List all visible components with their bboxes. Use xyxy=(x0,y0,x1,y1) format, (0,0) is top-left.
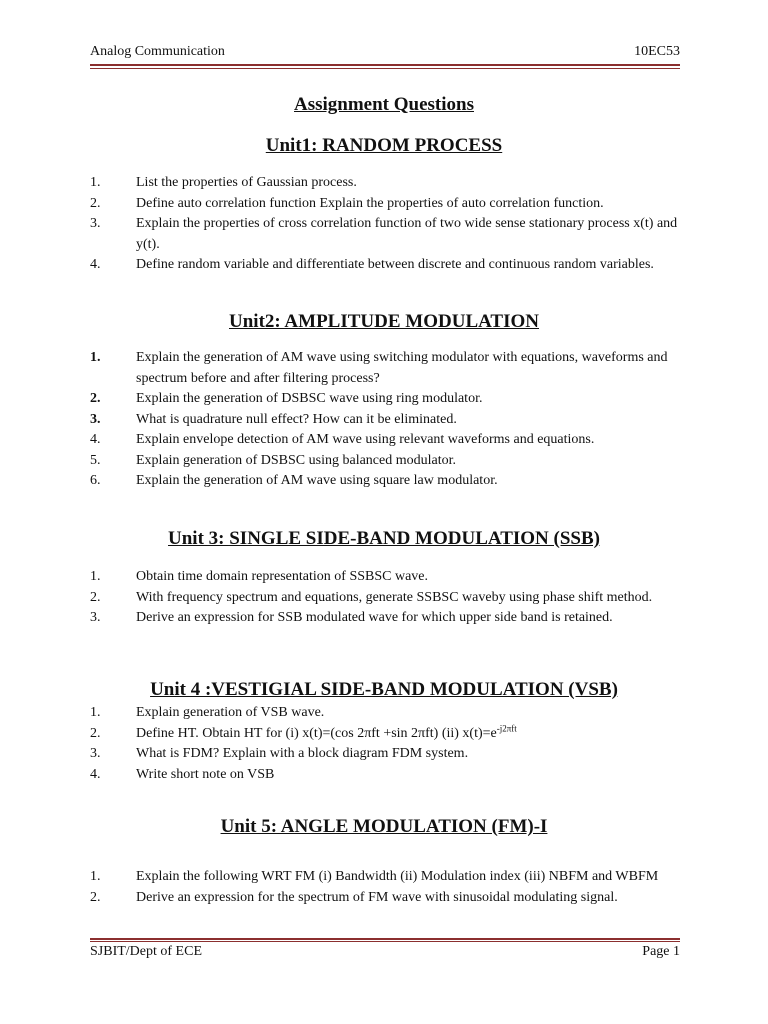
list-item: 3. What is FDM? Explain with a block diagram FDM system. xyxy=(90,746,469,761)
unit-4-questions xyxy=(90,703,680,785)
header-course: Analog Communication xyxy=(90,44,225,59)
unit-3-questions xyxy=(90,567,680,629)
unit-3-title: Unit 3: SINGLE SIDE-BAND MODULATION (SSB) xyxy=(168,528,600,549)
footer-rule xyxy=(90,938,680,940)
list-item: 4. Explain envelope detection of AM wave using relevant waveforms and equations. xyxy=(90,432,595,447)
footer-rule-thin xyxy=(90,941,680,942)
list-item: 1. Explain generation of VSB wave. xyxy=(90,705,325,720)
list-item: 4. Write short note on VSB xyxy=(90,766,275,782)
footer-dept: SJBIT/Dept of ECE xyxy=(90,944,202,959)
list-item: 2. With frequency spectrum and equations, generate SSBSC waveby using phase shift method. xyxy=(90,589,653,605)
list-item: 5. Explain generation of DSBSC using balanced modulator. xyxy=(90,452,457,468)
unit-2-title: Unit2: AMPLITUDE MODULATION xyxy=(229,311,539,332)
list-item: 2. Derive an expression for the spectrum of FM wave with sinusoidal modulating signal. xyxy=(90,889,618,905)
page-title: Assignment Questions xyxy=(294,94,474,115)
unit-1-questions xyxy=(90,173,680,276)
page-header xyxy=(90,44,680,60)
list-item: 1. Explain the generation of AM wave using switching modulator with equations, waveforms and spectrum before and after filtering process? xyxy=(90,350,668,386)
list-item: 2. Define auto correlation function Explain the properties of auto correlation function. xyxy=(90,195,604,211)
list-item: 1. Obtain time domain representation of SSBSC wave. xyxy=(90,569,429,584)
exponent: -j2πft xyxy=(496,722,517,733)
page-number: Page 1 xyxy=(642,944,680,959)
list-item: 2. Define HT. Obtain HT for (i) x(t)=(cos 2πft +sin 2πft) (ii) $x(t)=e^{-j2\pi ft}$ xyxy=(90,722,517,741)
unit-1-title: Unit1: RANDOM PROCESS xyxy=(265,135,503,156)
header-code: 10EC53 xyxy=(634,44,680,59)
unit-5-questions xyxy=(90,867,680,908)
list-item: 6. Explain the generation of AM wave using square law modulator. xyxy=(90,473,498,488)
list-item: 2. Explain the generation of DSBSC wave using ring modulator. xyxy=(90,391,483,406)
page-footer xyxy=(90,944,680,960)
header-rule xyxy=(90,64,680,66)
unit-4-title: Unit 4 :VESTIGIAL SIDE-BAND MODULATION (VSB) xyxy=(150,679,618,700)
list-item: 1. Explain the following WRT FM (i) Bandwidth (ii) Modulation index (iii) NBFM and WBFM xyxy=(90,869,659,884)
unit-2-questions xyxy=(90,348,680,492)
header-rule-thin xyxy=(90,68,680,69)
list-item: 3. What is quadrature null effect? How can it be eliminated. xyxy=(90,411,457,427)
list-item: 3. Derive an expression for SSB modulated wave for which upper side band is retained. xyxy=(90,610,613,625)
unit-5-title: Unit 5: ANGLE MODULATION (FM)-I xyxy=(220,816,548,837)
list-item: 1. List the properties of Gaussian process. xyxy=(90,175,357,190)
list-item: 4. Define random variable and differentiate between discrete and continuous random variables. xyxy=(90,257,654,272)
list-item: 3. Explain the properties of cross correlation function of two wide sense stationary process x(t) and y(t). xyxy=(90,216,678,252)
